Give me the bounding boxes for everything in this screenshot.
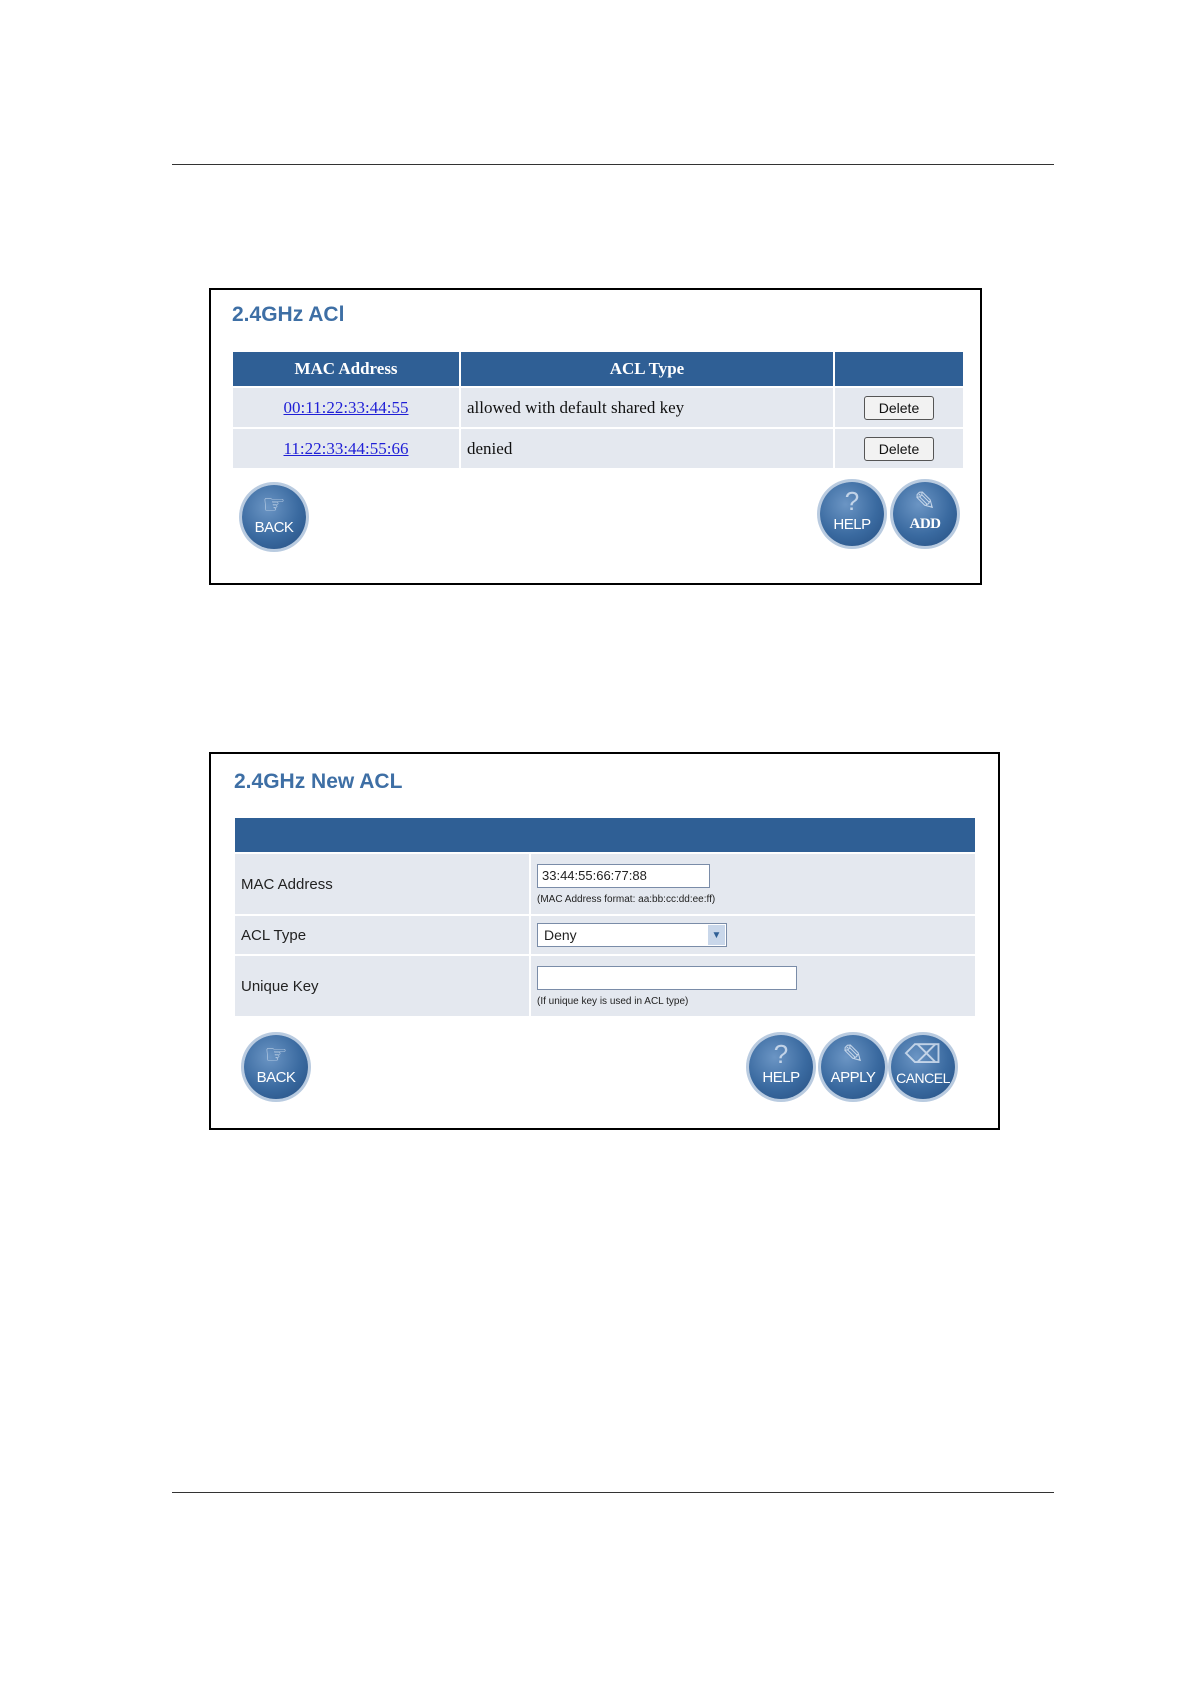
new-acl-panel	[209, 752, 1000, 1130]
acl-list-panel	[209, 288, 982, 585]
chevron-down-icon: ▼	[708, 925, 725, 945]
mac-link[interactable]: 11:22:33:44:55:66	[283, 438, 409, 458]
acl-list-title: 2.4GHz ACl	[232, 303, 345, 326]
acl-type-cell: allowed with default shared key	[461, 388, 833, 427]
acl-type-cell: denied	[461, 429, 833, 468]
mac-address-input[interactable]	[537, 864, 710, 888]
apply-button[interactable]: ✎ APPLY	[821, 1035, 885, 1099]
mac-address-label: MAC Address	[235, 854, 529, 914]
col-action	[835, 352, 963, 386]
unique-key-input[interactable]	[537, 966, 797, 990]
back-button[interactable]: ☞ BACK	[244, 1035, 308, 1099]
col-mac-address: MAC Address	[233, 352, 459, 386]
add-icon: ✎	[914, 486, 936, 516]
mac-address-row	[235, 854, 975, 914]
table-row	[233, 388, 963, 427]
acl-type-row	[235, 916, 975, 954]
acl-table	[231, 350, 965, 470]
form-header-bar	[235, 818, 975, 852]
hand-icon: ☞	[262, 489, 286, 519]
unique-key-hint: (If unique key is used in ACL type)	[537, 995, 689, 1007]
hand-icon: ☞	[264, 1039, 288, 1069]
acl-table-header	[233, 352, 963, 386]
unique-key-row	[235, 956, 975, 1016]
mac-format-hint: (MAC Address format: aa:bb:cc:dd:ee:ff)	[537, 893, 716, 905]
col-acl-type: ACL Type	[461, 352, 833, 386]
help-button[interactable]: ? HELP	[820, 482, 884, 546]
new-acl-form	[233, 816, 977, 1018]
trash-icon: ⌫	[904, 1039, 942, 1069]
question-icon: ?	[844, 486, 860, 516]
apply-icon: ✎	[842, 1039, 864, 1069]
back-button[interactable]: ☞ BACK	[242, 485, 306, 549]
new-acl-title: 2.4GHz New ACL	[234, 770, 403, 793]
top-rule	[172, 164, 1054, 165]
bottom-rule	[172, 1492, 1054, 1493]
delete-button[interactable]: Delete	[864, 437, 934, 461]
acl-type-select[interactable]: Deny ▼	[537, 923, 727, 947]
mac-link[interactable]: 00:11:22:33:44:55	[283, 397, 409, 417]
acl-type-label: ACL Type	[235, 916, 529, 954]
add-button[interactable]: ✎ ADD	[893, 482, 957, 546]
cancel-button[interactable]: ⌫ CANCEL	[891, 1035, 955, 1099]
unique-key-label: Unique Key	[235, 956, 529, 1016]
delete-button[interactable]: Delete	[864, 396, 934, 420]
help-button[interactable]: ? HELP	[749, 1035, 813, 1099]
question-icon: ?	[773, 1039, 789, 1069]
table-row	[233, 429, 963, 468]
